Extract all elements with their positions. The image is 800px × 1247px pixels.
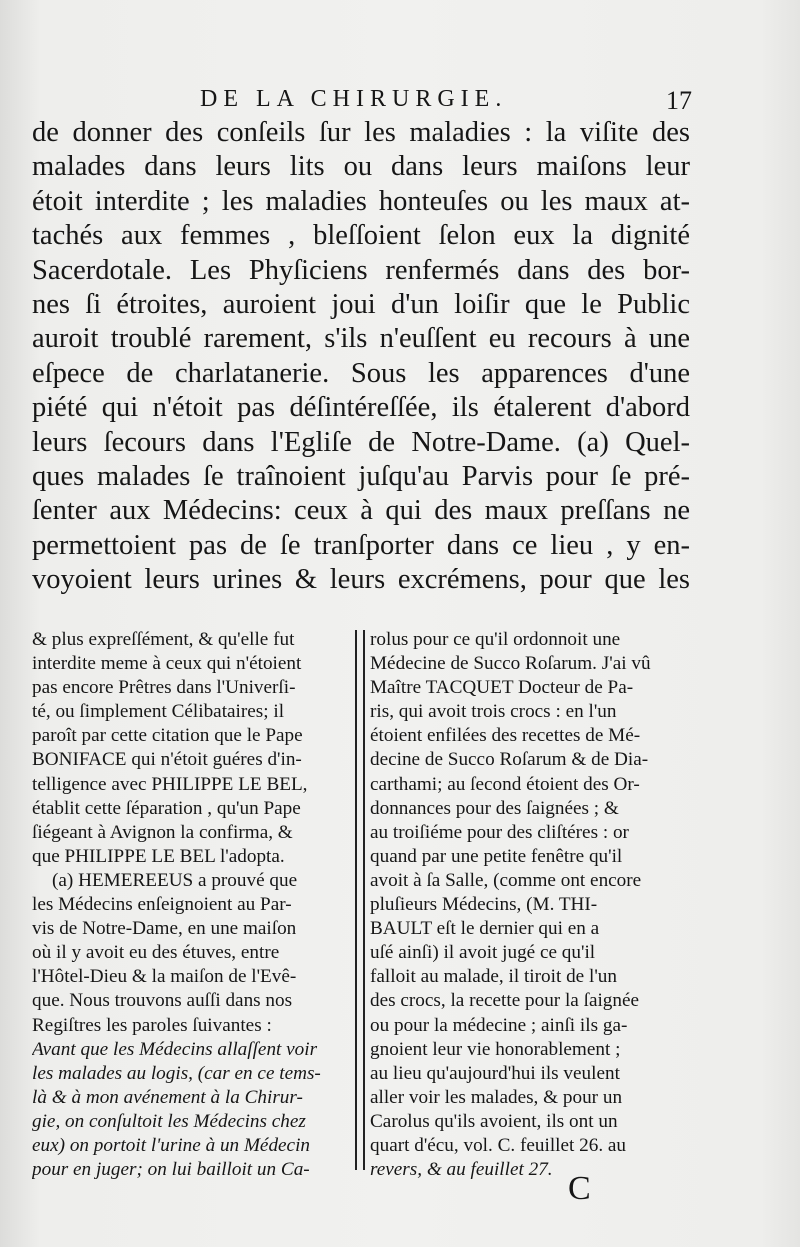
main-text-line: tachés aux femmes , bleſſoient ſelon eux la dignité bbox=[32, 220, 690, 252]
column-double-rule bbox=[355, 630, 365, 1170]
main-text-line: leurs ſecours dans l'Egliſe de Notre-Dame. (a) Quel- bbox=[32, 426, 690, 458]
main-text-line: piété qui n'étoit pas déſintéreſſée, ils étalerent d'abord bbox=[32, 392, 690, 424]
footnote-line: (a) HEMEREEUS a prouvé que bbox=[52, 869, 298, 891]
footnote-line: BONIFACE qui n'étoit guéres d'in- bbox=[32, 749, 302, 771]
footnote-line: que PHILIPPE LE BEL l'adopta. bbox=[32, 845, 285, 867]
footnote-line: au troiſiéme pour des cliſtéres : or bbox=[370, 821, 629, 843]
footnote-line: les Médecins enſeignoient au Par- bbox=[32, 894, 292, 916]
page-number: 17 bbox=[666, 86, 692, 115]
main-text-line: malades dans leurs lits ou dans leurs maiſons leur bbox=[32, 151, 690, 183]
footnote-line: l'Hôtel-Dieu & la maiſon de l'Evê- bbox=[32, 966, 297, 988]
footnotes-left-column bbox=[32, 628, 338, 1182]
main-text-line: ques malades ſe traînoient juſqu'au Parvis pour ſe pré- bbox=[32, 461, 690, 493]
footnote-line: au lieu qu'aujourd'hui ils veulent bbox=[370, 1062, 620, 1084]
main-text-line: permettoient pas de ſe tranſporter dans ce lieu , y en- bbox=[32, 529, 690, 561]
footnote-line: avoit à ſa Salle, (comme ont encore bbox=[370, 869, 642, 891]
main-text-line: eſpece de charlatanerie. Sous les apparences d'une bbox=[32, 357, 690, 389]
footnote-line: Carolus qu'ils avoient, ils ont un bbox=[370, 1110, 618, 1132]
footnote-line: pour en juger; on lui bailloit un Ca- bbox=[32, 1159, 310, 1181]
footnote-line: aller voir les malades, & pour un bbox=[370, 1086, 623, 1108]
footnote-line: falloit au malade, il tiroit de l'un bbox=[370, 966, 617, 988]
main-text-line: étoit interdite ; les maladies honteuſes ou les maux at- bbox=[32, 185, 690, 217]
footnote-line: des crocs, la recette pour la ſaignée bbox=[370, 990, 640, 1012]
footnote-line: Regiſtres les paroles ſuivantes : bbox=[32, 1014, 272, 1036]
footnote-line: donnances pour des ſaignées ; & bbox=[370, 797, 619, 819]
footnote-line: établit cette ſéparation , qu'un Pape bbox=[32, 797, 301, 819]
main-text-line: auroit troublé rarement, s'ils n'euſſent eu recours à une bbox=[32, 323, 690, 355]
main-text-block bbox=[32, 116, 690, 598]
footnote-line: Maître TACQUET Docteur de Pa- bbox=[370, 677, 634, 699]
footnote-line: ſiégeant à Avignon la confirma, & bbox=[32, 821, 293, 843]
footnote-line: BAULT eſt le dernier qui en a bbox=[370, 918, 600, 940]
footnote-line: que. Nous trouvons auſſi dans nos bbox=[32, 990, 293, 1012]
footnote-line: vis de Notre-Dame, en une maiſon bbox=[32, 918, 297, 940]
footnote-line: decine de Succo Roſarum & de Dia- bbox=[370, 749, 649, 771]
running-title: DE LA CHIRURGIE. bbox=[200, 86, 508, 112]
footnote-line: Médecine de Succo Roſarum. J'ai vû bbox=[370, 653, 651, 675]
footnote-line: revers, & au feuillet 27. bbox=[370, 1159, 553, 1181]
footnote-line: pluſieurs Médecins, (M. THI- bbox=[370, 894, 598, 916]
footnote-line: là & à mon avénement à la Chirur- bbox=[32, 1086, 303, 1108]
footnote-line: eux) on portoit l'urine à un Médecin bbox=[32, 1134, 310, 1156]
main-text-line: nes ſi étroites, auroient joui d'un loiſir que le Public bbox=[32, 289, 690, 321]
footnotes-right-column bbox=[370, 628, 690, 1182]
footnote-line: uſé ainſi) il avoit jugé ce qu'il bbox=[370, 942, 596, 964]
footnote-line: quand par une petite fenêtre qu'il bbox=[370, 845, 623, 867]
footnote-line: étoient enfilées des recettes de Mé- bbox=[370, 725, 641, 747]
footnote-line: gnoient leur vie honorablement ; bbox=[370, 1038, 621, 1060]
footnote-line: où il y avoit eu des étuves, entre bbox=[32, 942, 280, 964]
main-text-line: voyoient leurs urines & leurs excrémens, pour que les bbox=[32, 564, 690, 596]
running-head bbox=[32, 86, 692, 118]
footnote-line: telligence avec PHILIPPE LE BEL, bbox=[32, 773, 308, 795]
footnote-line: gie, on conſultoit les Médecins chez bbox=[32, 1110, 306, 1132]
signature-mark: C bbox=[568, 1170, 591, 1207]
footnote-line: interdite meme à ceux qui n'étoient bbox=[32, 653, 302, 675]
footnote-line: té, ou ſimplement Célibataires; il bbox=[32, 701, 285, 723]
main-text-line: de donner des conſeils ſur les maladies : la viſite des bbox=[32, 117, 690, 148]
footnote-line: ris, qui avoit trois crocs : en l'un bbox=[370, 701, 617, 723]
footnote-line: quart d'écu, vol. C. feuillet 26. au bbox=[370, 1134, 627, 1156]
footnote-line: & plus expreſſément, & qu'elle fut bbox=[32, 629, 295, 650]
footnote-line: les malades au logis, (car en ce tems- bbox=[32, 1062, 321, 1084]
footnote-line: pas encore Prêtres dans l'Univerſi- bbox=[32, 677, 296, 699]
main-text-line: Sacerdotale. Les Phyſiciens renfermés dans des bor- bbox=[32, 254, 690, 286]
footnote-line: rolus pour ce qu'il ordonnoit une bbox=[370, 629, 621, 650]
footnote-line: paroît par cette citation que le Pape bbox=[32, 725, 303, 747]
main-text-line: ſenter aux Médecins: ceux à qui des maux preſſans ne bbox=[32, 495, 690, 527]
footnote-line: carthami; au ſecond étoient des Or- bbox=[370, 773, 640, 795]
footnote-line: Avant que les Médecins allaſſent voir bbox=[32, 1038, 318, 1060]
footnote-line: ou pour la médecine ; ainſi ils ga- bbox=[370, 1014, 628, 1036]
